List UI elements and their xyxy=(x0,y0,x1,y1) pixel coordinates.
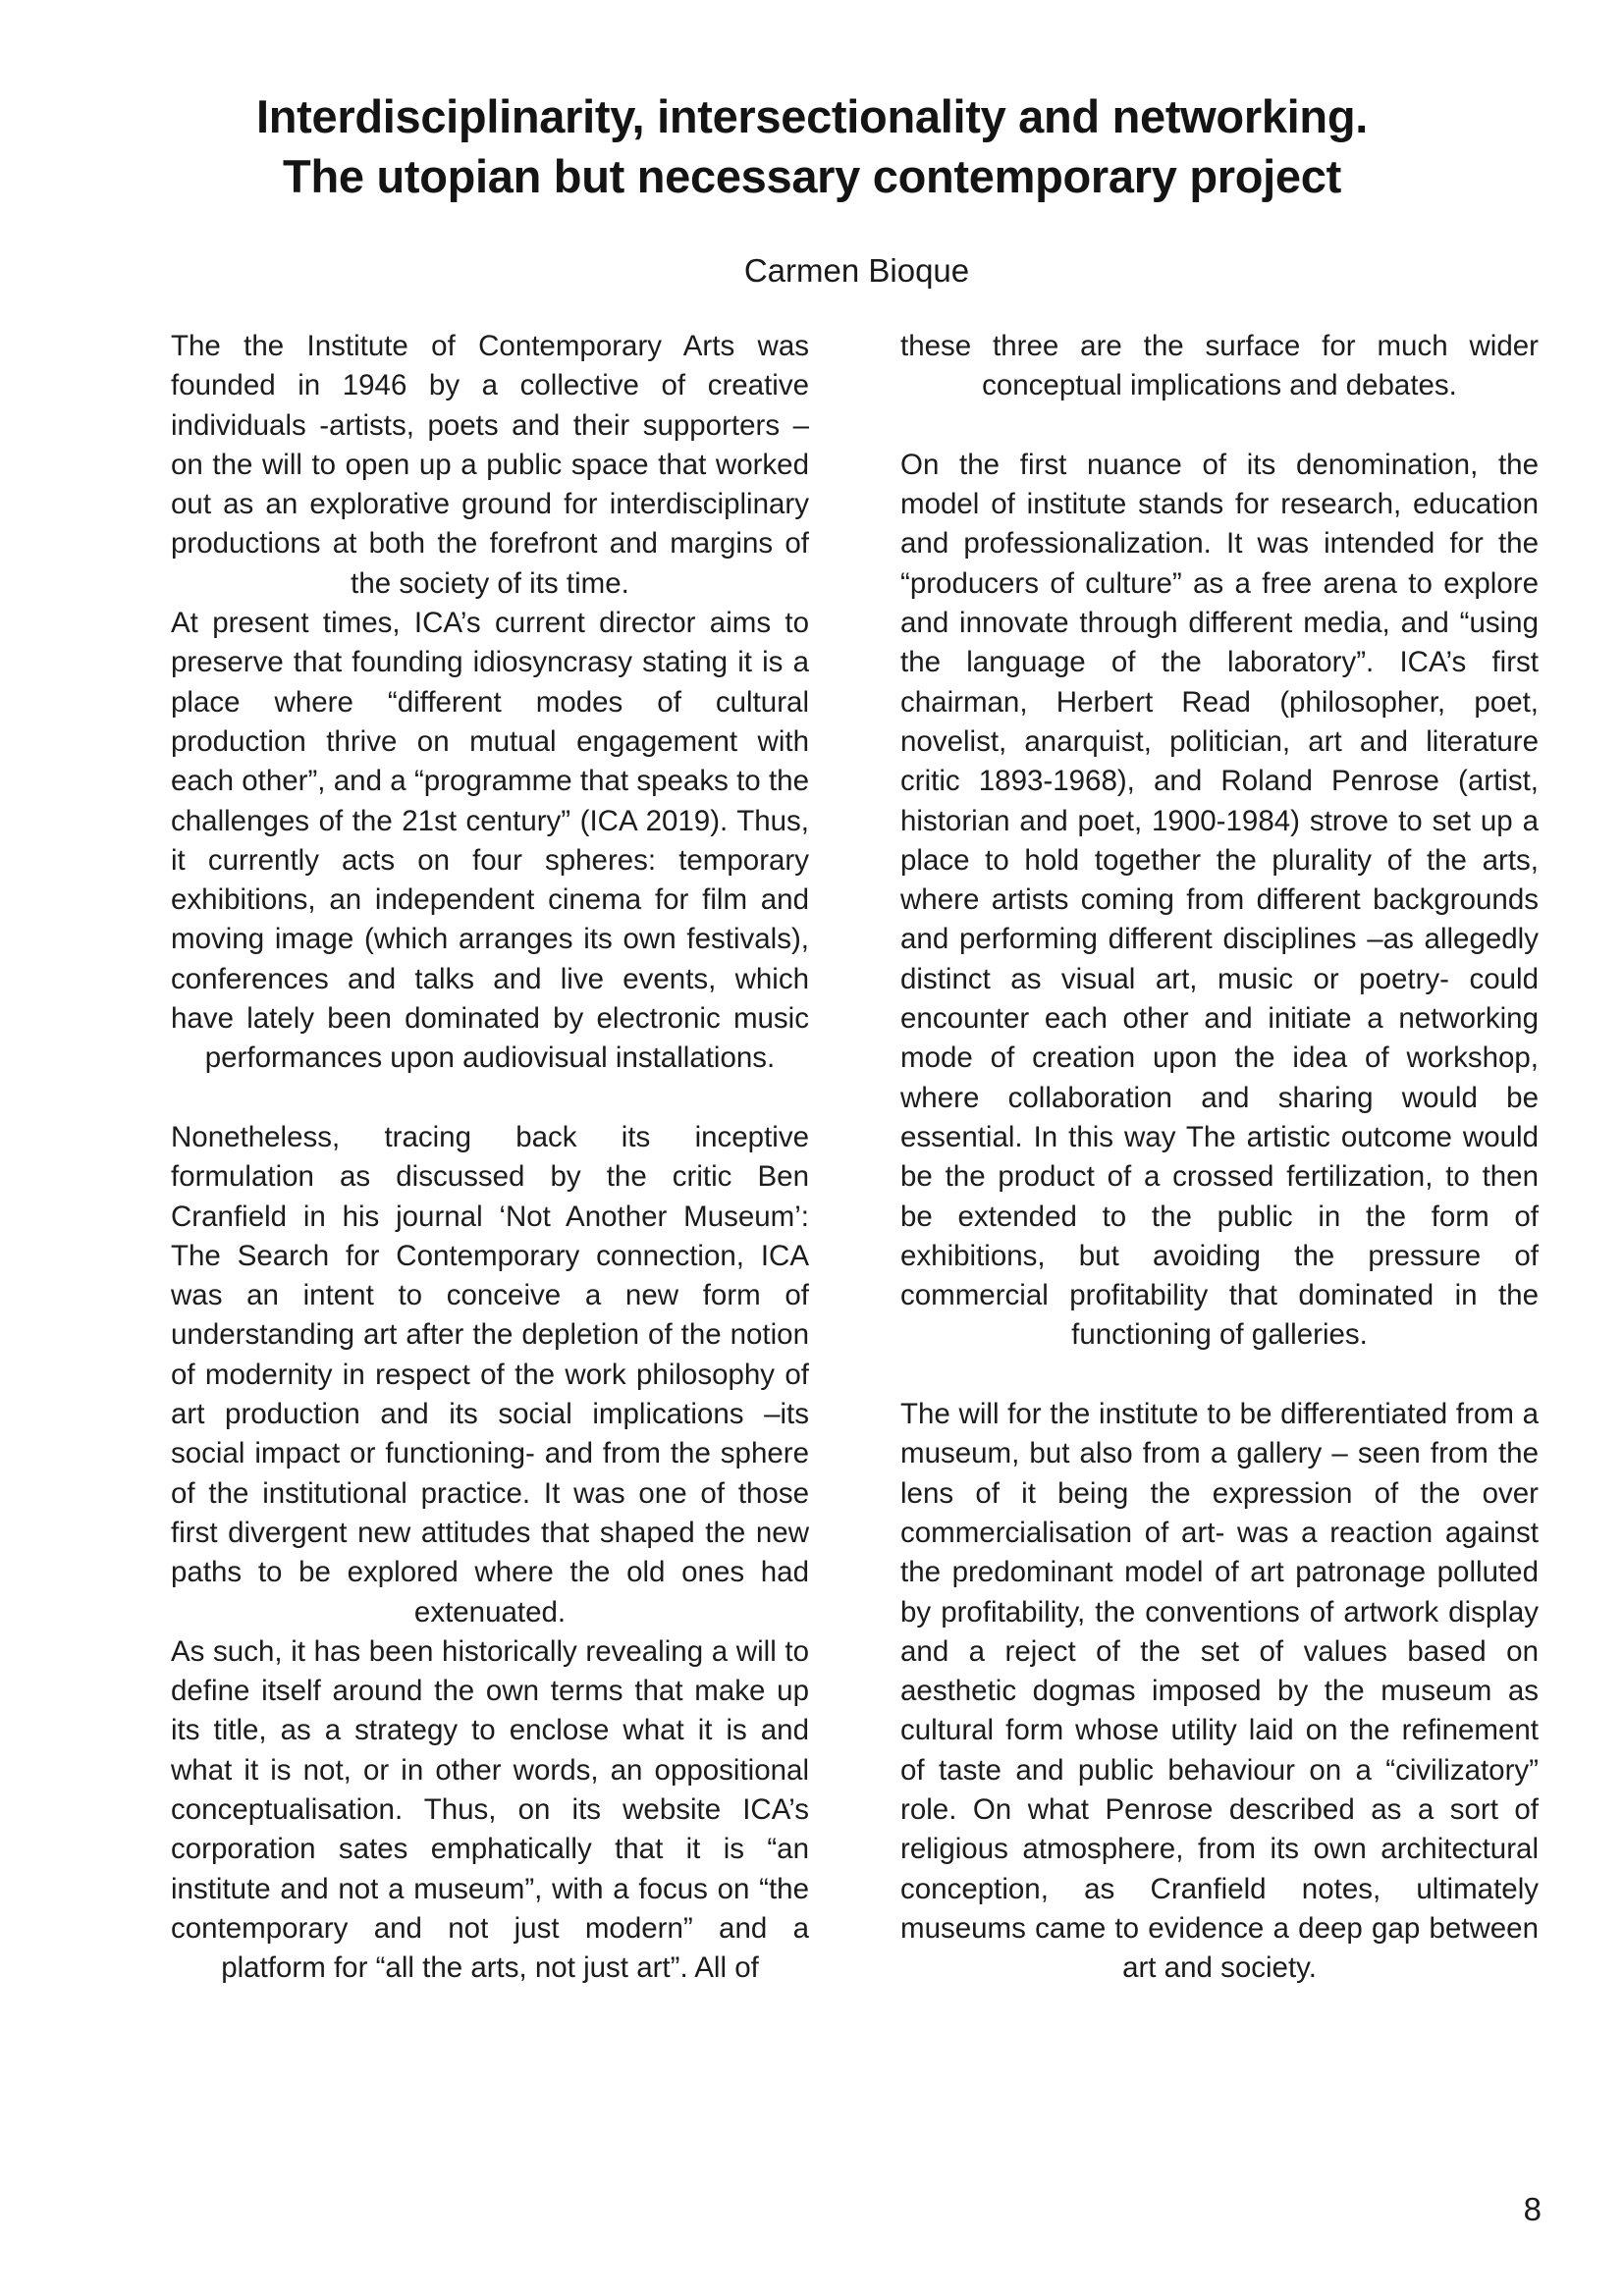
page-number: 8 xyxy=(1523,2191,1542,2227)
author-name: Carmen Bioque xyxy=(743,252,970,289)
paragraph-gap xyxy=(900,1356,1539,1395)
right-paragraph-1: these three are the surface for much wider conceptual implications and debates. xyxy=(900,330,1539,402)
paragraph-gap xyxy=(900,406,1539,446)
title-line-2: The utopian but necessary contemporary project xyxy=(283,150,1341,202)
left-paragraph-2: At present times, ICA’s current director aims to preserve that founding idiosyncrasy stating it is a place where “different modes of cultural production thrive on mutual engagement with each other”, and a “programme that speaks to the challenges of the 21st century” (ICA 2019). Thus, it currently acts on four spheres: temporary exhibitions, an independent cinema for film and moving image (which arranges its own festivals), conferences and talks and live events, which have lately been dominated by electronic music performances upon audiovisual installations. xyxy=(171,607,809,1075)
left-paragraph-4: As such, it has been historically revealing a will to define itself around the own terms that make up its title, as a strategy to enclose what it is and what it is not, or in other words, an oppositional conceptualisation. Thus, on its website ICA’s corporation sates emphatically that it is “an institute and not a museum”, with a focus on “the contemporary and not just modern” and a platform for “all the arts, not just art”. All of xyxy=(171,1634,809,1985)
left-paragraph-1: The the Institute of Contemporary Arts was founded in 1946 by a collective of creative individuals -artists, poets and their supporters – on the will to open up a public space that worked out as an explorative ground for interdisciplinary productions at both the forefront and margins of the society of its time. xyxy=(171,330,809,600)
article-title xyxy=(0,86,1624,206)
right-paragraph-2: On the first nuance of its denomination, the model of institute stands for research, education and professionalization. It was intended for the “producers of culture” as a free arena to explore and innovate through different media, and “using the language of the laboratory”. ICA’s first chairman, Herbert Read (philosopher, poet, novelist, anarquist, politician, art and literature critic 1893-1968), and Roland Penrose (artist, historian and poet, 1900-1984) strove to set up a place to hold together the plurality of the arts, where artists coming from different backgrounds and performing different disciplines –as allegedly distinct as visual art, music or poetry- could encounter each other and initiate a networking mode of creation upon the idea of workshop, where collaboration and sharing would be essential. In this way The artistic outcome would be the product of a crossed fertilization, to then be extended to the public in the form of exhibitions, but avoiding the pressure of commercial profitability that dominated in the functioning of galleries. xyxy=(900,448,1539,1352)
left-paragraph-3: Nonetheless, tracing back its inceptive formulation as discussed by the critic Ben Cranfield in his journal ‘Not Another Museum’: The Search for Contemporary connection, ICA was an intent to conceive a new form of understanding art after the depletion of the notion of modernity in respect of the work philosophy of art production and its social implications –its social impact or functioning- and from the sphere of the institutional practice. It was one of those first divergent new attitudes that shaped the new paths to be explored where the old ones had extenuated. xyxy=(171,1120,809,1629)
left-column xyxy=(171,327,809,1988)
right-paragraph-3: The will for the institute to be differentiated from a museum, but also from a gallery – seen from the lens of it being the expression of the over commercialisation of art- was a reaction against the predominant model of art patronage polluted by profitability, the conventions of artwork display and a reject of the set of values based on aesthetic dogmas imposed by the museum as cultural form whose utility laid on the refinement of taste and public behaviour on a “civilizatory” role. On what Penrose described as a sort of religious atmosphere, from its own architectural conception, as Cranfield notes, ultimately museums came to evidence a deep gap between art and society. xyxy=(900,1398,1539,1985)
right-column xyxy=(900,327,1539,1988)
paragraph-gap xyxy=(171,1079,809,1118)
title-line-1: Interdisciplinarity, intersectionality and networking. xyxy=(255,90,1369,142)
